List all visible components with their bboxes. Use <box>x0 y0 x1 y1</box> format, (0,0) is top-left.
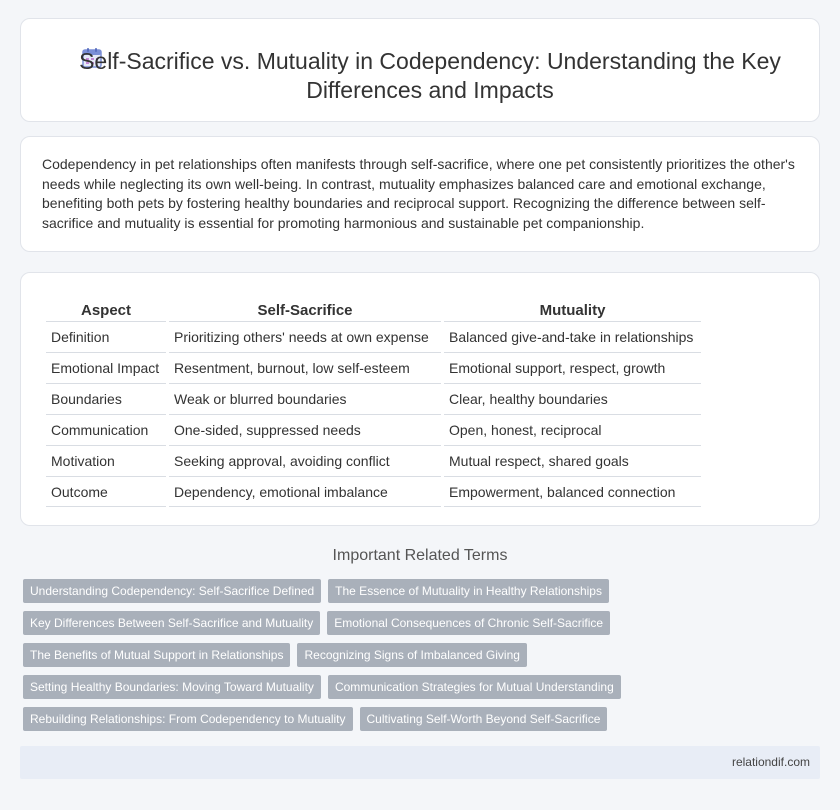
related-term-link[interactable]: Cultivating Self-Worth Beyond Self-Sacrifice <box>360 707 608 731</box>
related-term-link[interactable]: The Essence of Mutuality in Healthy Relationships <box>328 579 609 603</box>
table-cell: One-sided, suppressed needs <box>169 414 441 445</box>
table-row <box>46 321 701 352</box>
table-cell: Clear, healthy boundaries <box>444 383 701 414</box>
related-terms-heading: Important Related Terms <box>332 547 508 564</box>
comparison-card <box>20 272 820 526</box>
table-row <box>46 414 701 445</box>
related-term-link[interactable]: Emotional Consequences of Chronic Self-Sacrifice <box>327 611 610 635</box>
table-cell: Prioritizing others' needs at own expense <box>169 321 441 352</box>
table-cell: Open, honest, reciprocal <box>444 414 701 445</box>
column-header-self-sacrifice: Self-Sacrifice <box>257 302 353 319</box>
table-cell: Outcome <box>46 476 166 507</box>
table-cell: Boundaries <box>46 383 166 414</box>
title-card <box>20 18 820 122</box>
column-header-mutuality: Mutuality <box>539 302 606 319</box>
table-cell: Weak or blurred boundaries <box>169 383 441 414</box>
table-cell: Emotional support, respect, growth <box>444 352 701 383</box>
table-row <box>46 476 701 507</box>
intro-card <box>20 136 820 252</box>
table-cell: Mutual respect, shared goals <box>444 445 701 476</box>
table-row <box>46 445 701 476</box>
footer-bar <box>20 746 820 779</box>
related-term-link[interactable]: Rebuilding Relationships: From Codependency to Mutuality <box>23 707 353 731</box>
table-cell: Dependency, emotional imbalance <box>169 476 441 507</box>
table-cell: Balanced give-and-take in relationships <box>444 321 701 352</box>
table-cell: Motivation <box>46 445 166 476</box>
related-term-link[interactable]: The Benefits of Mutual Support in Relationships <box>23 643 290 667</box>
related-term-link[interactable]: Recognizing Signs of Imbalanced Giving <box>297 643 526 667</box>
page-title: Self-Sacrifice vs. Mutuality in Codependency: Understanding the Key Differences and Impacts <box>79 48 781 103</box>
table-cell: Communication <box>46 414 166 445</box>
intro-paragraph: Codependency in pet relationships often manifests through self-sacrifice, where one pet consistently prioritizes the other's needs while neglecting its own well-being. In contrast, mutuality emphasizes balanced care and emotional exchange, benefiting both pets by fostering healthy boundaries and reciprocal support. Recognizing the difference between self-sacrifice and mutuality is essential for promoting harmonious and sustainable pet companionship. <box>42 156 795 231</box>
footer-site-link[interactable]: relationdif.com <box>731 755 810 769</box>
comparison-table <box>43 295 704 507</box>
table-cell: Emotional Impact <box>46 352 166 383</box>
related-term-link[interactable]: Key Differences Between Self-Sacrifice and Mutuality <box>23 611 320 635</box>
table-cell: Resentment, burnout, low self-esteem <box>169 352 441 383</box>
table-header-row <box>46 295 701 321</box>
related-terms-list <box>23 579 823 739</box>
related-term-link[interactable]: Communication Strategies for Mutual Understanding <box>328 675 621 699</box>
column-header-aspect: Aspect <box>80 302 132 319</box>
table-cell: Empowerment, balanced connection <box>444 476 701 507</box>
table-row <box>46 352 701 383</box>
related-term-link[interactable]: Setting Healthy Boundaries: Moving Toward Mutuality <box>23 675 321 699</box>
table-cell: Seeking approval, avoiding conflict <box>169 445 441 476</box>
table-row <box>46 383 701 414</box>
related-term-link[interactable]: Understanding Codependency: Self-Sacrifice Defined <box>23 579 321 603</box>
table-cell: Definition <box>46 321 166 352</box>
